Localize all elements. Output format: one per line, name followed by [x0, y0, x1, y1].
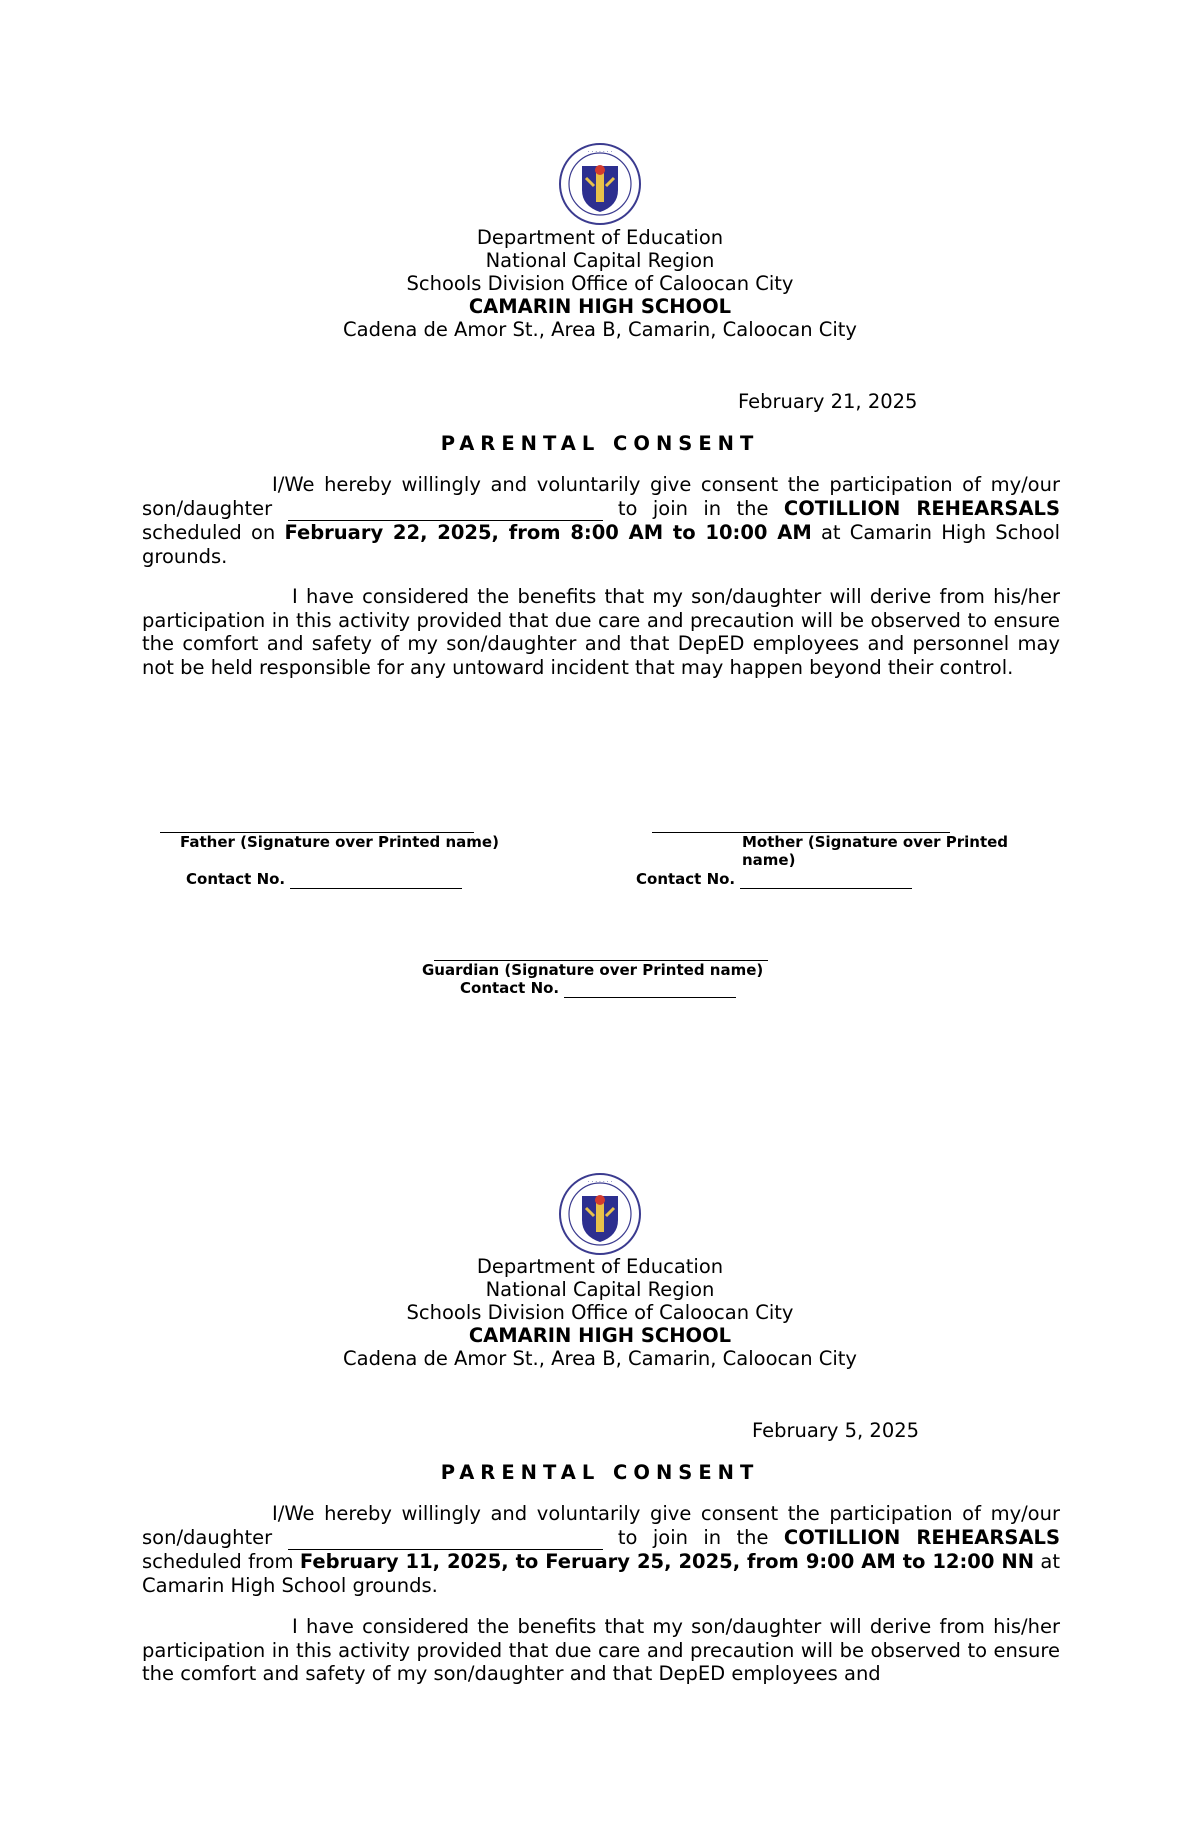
- guardian-label: Guardian (Signature over Printed name): [422, 961, 764, 979]
- father-contact-blank[interactable]: [290, 870, 462, 889]
- guardian-contact: Contact No.: [460, 979, 736, 998]
- school-address: Cadena de Amor St., Area B, Camarin, Caloocan City: [343, 318, 857, 341]
- school-name: CAMARIN HIGH SCHOOL: [468, 1324, 732, 1347]
- guardian-contact-blank[interactable]: [564, 979, 736, 998]
- letter-date: February 21, 2025: [738, 390, 918, 413]
- deped-seal: [558, 142, 642, 226]
- father-contact: Contact No.: [186, 870, 462, 889]
- child-name-blank[interactable]: [288, 1526, 603, 1551]
- region-name: National Capital Region: [485, 1278, 715, 1301]
- division-name: Schools Division Office of Caloocan City: [406, 272, 794, 295]
- document-title: PARENTAL CONSENT: [440, 432, 760, 455]
- mother-contact: Contact No.: [636, 870, 912, 889]
- consent-paragraph-2: I have considered the benefits that my son/daughter will derive from his/her participation in this activity provided that due care and precaution will be observed to ensure the comfort and safety of my son/daughter and that DepED employees and: [142, 1615, 1060, 1685]
- svg-text:· · · · · · ·: · · · · · · ·: [587, 149, 613, 156]
- svg-text:· · · · · · ·: · · · · · · ·: [587, 1179, 613, 1186]
- consent-paragraph-1: I/We hereby willingly and voluntarily give consent the participation of my/our son/daughter to join in the COTILLION REHEARSALS scheduled on February 22, 2025, from 8:00 AM to 10:00 AM at Camarin High School grounds.: [142, 473, 1061, 568]
- department-name: Department of Education: [476, 1255, 724, 1278]
- consent-paragraph-2: I have considered the benefits that my son/daughter will derive from his/her participation in this activity provided that due care and precaution will be observed to ensure the comfort and safety of my son/daughter and that DepED employees and personnel may not be held responsible for any untoward incident that may happen beyond their control.: [142, 585, 1060, 679]
- letter-date: February 5, 2025: [752, 1419, 920, 1442]
- father-label: Father (Signature over Printed name): [180, 833, 499, 851]
- mother-contact-blank[interactable]: [740, 870, 912, 889]
- region-name: National Capital Region: [485, 249, 715, 272]
- school-address: Cadena de Amor St., Area B, Camarin, Caloocan City: [343, 1347, 857, 1370]
- division-name: Schools Division Office of Caloocan City: [406, 1301, 794, 1324]
- school-name: CAMARIN HIGH SCHOOL: [468, 295, 732, 318]
- department-name: Department of Education: [476, 226, 724, 249]
- deped-seal: [558, 1172, 642, 1256]
- document-title: PARENTAL CONSENT: [440, 1461, 760, 1484]
- mother-label: Mother (Signature over Printed name): [742, 833, 1009, 869]
- child-name-blank[interactable]: [288, 497, 603, 522]
- consent-paragraph-1: I/We hereby willingly and voluntarily give consent the participation of my/our son/daughter to join in the COTILLION REHEARSALS scheduled from February 11, 2025, to Feruary 25, 2025, from 9:00 AM to 12:00 NN at Camarin High School grounds.: [142, 1502, 1061, 1597]
